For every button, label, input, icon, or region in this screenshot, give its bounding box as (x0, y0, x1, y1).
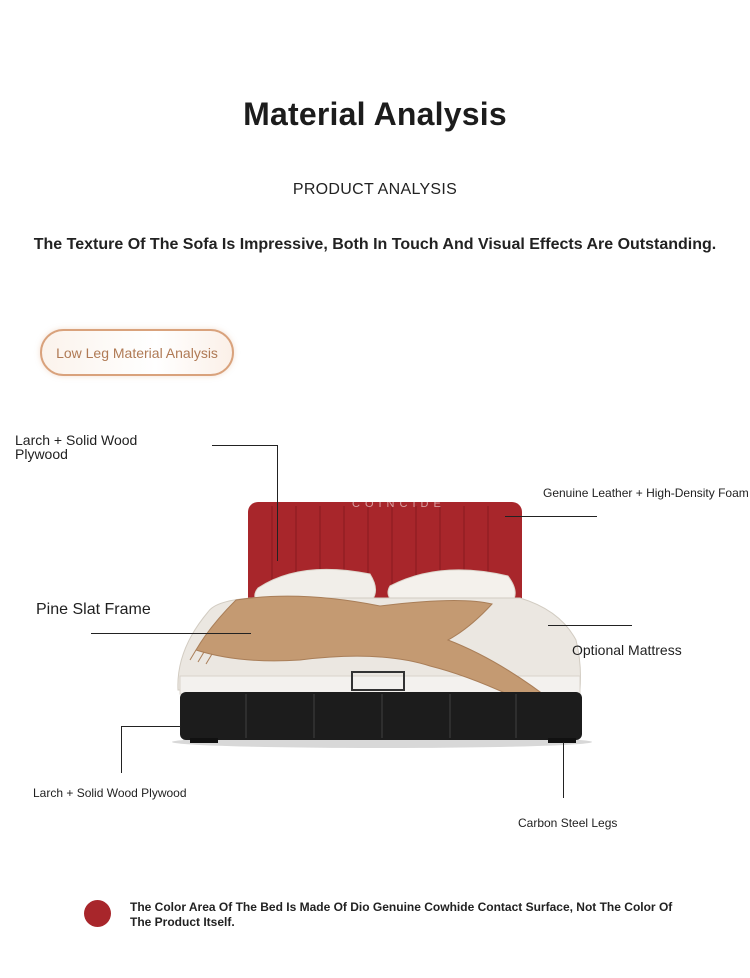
bed-base (180, 692, 582, 740)
leg-left (190, 738, 218, 743)
label-headboard-cover: Genuine Leather + High-Density Foam (543, 486, 749, 500)
color-note-text: The Color Area Of The Bed Is Made Of Dio Genuine Cowhide Contact Surface, Not The Color Of The Product Itself. (130, 900, 673, 929)
low-leg-analysis-label: Low Leg Material Analysis (56, 344, 218, 361)
label-base-frame: Larch + Solid Wood Plywood (33, 786, 187, 800)
page-subtitle: PRODUCT ANALYSIS (292, 181, 458, 198)
callout-line-mattress-h (548, 625, 632, 626)
brand-watermark: COINCIDE (352, 498, 446, 510)
label-slat-frame: Pine Slat Frame (36, 601, 151, 618)
label-mattress: Optional Mattress (572, 642, 682, 658)
callout-line-base-frame-h (121, 726, 181, 727)
callout-line-headboard-frame-h (212, 445, 278, 446)
page-tagline: The Texture Of The Sofa Is Impressive, Both In Touch And Visual Effects Are Outstanding. (33, 236, 717, 253)
callout-line-headboard-cover (505, 516, 597, 517)
callout-line-slat-frame (91, 633, 251, 634)
label-legs: Carbon Steel Legs (518, 816, 618, 830)
page-title: Material Analysis (243, 96, 507, 132)
callout-line-legs (563, 742, 564, 798)
callout-line-headboard-frame-v (277, 445, 278, 561)
callout-line-base-frame-v (121, 726, 122, 773)
color-swatch-dot (84, 900, 111, 927)
leg-right (548, 738, 576, 743)
label-headboard-frame: Larch + Solid Wood Plywood (15, 432, 138, 462)
